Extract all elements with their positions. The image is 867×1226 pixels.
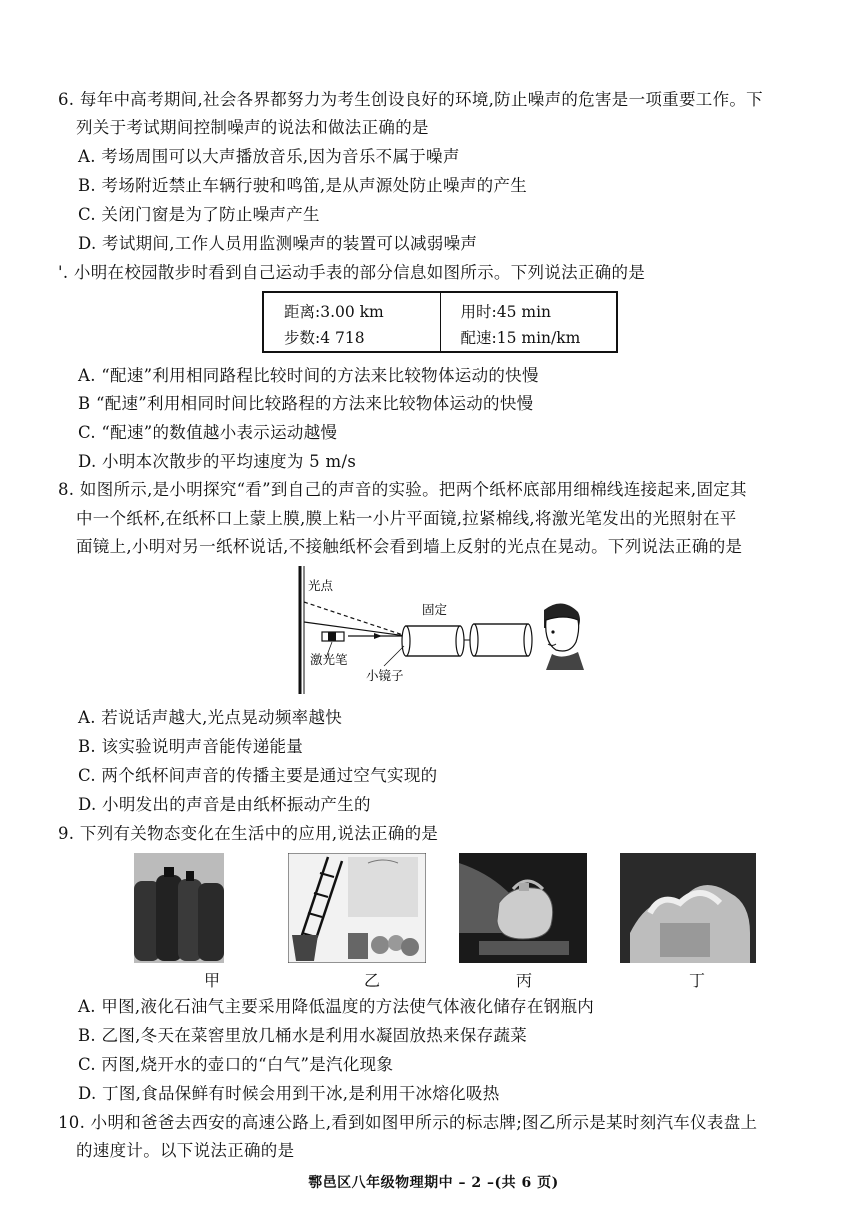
q8-stem-line2: 中一个纸杯,在纸杯口上蒙上膜,膜上粘一小片平面镜,拉紧棉线,将激光笔发出的光照射在平 bbox=[76, 509, 737, 528]
q9-option-d: D. 丁图,食品保鲜有时候会用到干冰,是利用干冰熔化吸热 bbox=[78, 1084, 500, 1103]
dry-ice-image bbox=[620, 853, 756, 963]
laser-experiment-figure bbox=[290, 562, 590, 698]
cup-bottom-left bbox=[456, 626, 464, 656]
caption-bing: 丙 bbox=[515, 971, 532, 990]
q7-option-b: B “配速”利用相同时间比较路程的方法来比较物体运动的快慢 bbox=[78, 394, 534, 413]
q8-stem-line3: 面镜上,小明对另一纸杯说话,不接触纸杯会看到墙上反射的光点在晃动。下列说法正确的是 bbox=[76, 537, 743, 556]
q8-option-b: B. 该实验说明声音能传递能量 bbox=[78, 737, 304, 756]
q9-option-c: C. 丙图,烧开水的壶口的“白气”是汽化现象 bbox=[78, 1055, 394, 1074]
cup-membrane bbox=[402, 626, 410, 656]
caption-ding: 丁 bbox=[688, 971, 705, 990]
q8-option-a: A. 若说话声越大,光点晃动频率越快 bbox=[78, 708, 343, 727]
watch-pace: 配速:15 min/km bbox=[460, 329, 581, 347]
q6-option-a: A. 考场周围可以大声播放音乐,因为音乐不属于噪声 bbox=[78, 147, 460, 166]
q7-option-c: C. “配速”的数值越小表示运动越慢 bbox=[78, 423, 338, 442]
watch-info-table bbox=[262, 291, 618, 353]
q6-stem-line2: 列关于考试期间控制噪声的说法和做法正确的是 bbox=[76, 118, 429, 137]
q7-option-d: D. 小明本次散步的平均速度为 5 m/s bbox=[78, 452, 357, 471]
gas-cylinders-image bbox=[134, 853, 224, 963]
q7-option-a: A. “配速”利用相同路程比较时间的方法来比较物体运动的快慢 bbox=[78, 366, 539, 385]
boy-head-icon bbox=[544, 603, 584, 670]
mirror-label: 小镜子 bbox=[366, 668, 404, 683]
paper-cup-free bbox=[474, 624, 528, 656]
caption-yi: 乙 bbox=[363, 971, 380, 990]
watch-right-cell bbox=[440, 293, 617, 351]
kettle-image bbox=[459, 853, 587, 963]
cup-bottom-right bbox=[470, 624, 478, 656]
q9-stem-line1: 9. 下列有关物态变化在生活中的应用,说法正确的是 bbox=[58, 824, 439, 843]
q6-option-b: B. 考场附近禁止车辆行驶和鸣笛,是从声源处防止噪声的产生 bbox=[78, 176, 528, 195]
q7-stem-line1: '. 小明在校园散步时看到自己运动手表的部分信息如图所示。下列说法正确的是 bbox=[58, 263, 646, 282]
q6-option-d: D. 考试期间,工作人员用监测噪声的装置可以减弱噪声 bbox=[78, 234, 478, 253]
cellar-image bbox=[288, 853, 426, 963]
q8-option-d: D. 小明发出的声音是由纸杯振动产生的 bbox=[78, 795, 371, 814]
mirror-label-leader bbox=[384, 646, 404, 666]
q6-option-c: C. 关闭门窗是为了防止噪声产生 bbox=[78, 205, 320, 224]
q10-stem-line1: 10. 小明和爸爸去西安的高速公路上,看到如图甲所示的标志牌;图乙所示是某时刻汽车仪表盘上 bbox=[58, 1113, 758, 1132]
q8-option-c: C. 两个纸杯间声音的传播主要是通过空气实现的 bbox=[78, 766, 438, 785]
reflected-ray-dashed bbox=[304, 602, 406, 636]
paper-cup-fixed bbox=[406, 626, 460, 656]
fixed-label: 固定 bbox=[422, 602, 448, 617]
watch-distance: 距离:3.00 km bbox=[284, 303, 384, 321]
q8-stem-line1: 8. 如图所示,是小明探究“看”到自己的声音的实验。把两个纸杯底部用细棉线连接起来,固定其 bbox=[58, 480, 747, 499]
q9-option-a: A. 甲图,液化石油气主要采用降低温度的方法使气体液化储存在钢瓶内 bbox=[78, 997, 595, 1016]
caption-jia: 甲 bbox=[203, 971, 220, 990]
page-footer: 鄠邑区八年级物理期中 – 2 –(共 6 页) bbox=[308, 1175, 559, 1191]
laser-pointer-band bbox=[328, 632, 336, 641]
watch-left-cell bbox=[264, 293, 440, 351]
q9-option-b: B. 乙图,冬天在菜窖里放几桶水是利用水凝固放热来保存蔬菜 bbox=[78, 1026, 528, 1045]
reflected-ray bbox=[304, 622, 406, 636]
cup-mouth-right bbox=[524, 624, 532, 656]
laser-label: 激光笔 bbox=[310, 652, 348, 667]
q6-stem-line1: 6. 每年中高考期间,社会各界都努力为考生创设良好的环境,防止噪声的危害是一项重要工作。下 bbox=[58, 90, 763, 109]
watch-time: 用时:45 min bbox=[460, 303, 552, 321]
q10-stem-line2: 的速度计。以下说法正确的是 bbox=[76, 1141, 295, 1160]
spot-label: 光点 bbox=[308, 578, 334, 593]
watch-steps: 步数:4 718 bbox=[284, 329, 365, 347]
laser-arrow-icon bbox=[374, 633, 382, 639]
